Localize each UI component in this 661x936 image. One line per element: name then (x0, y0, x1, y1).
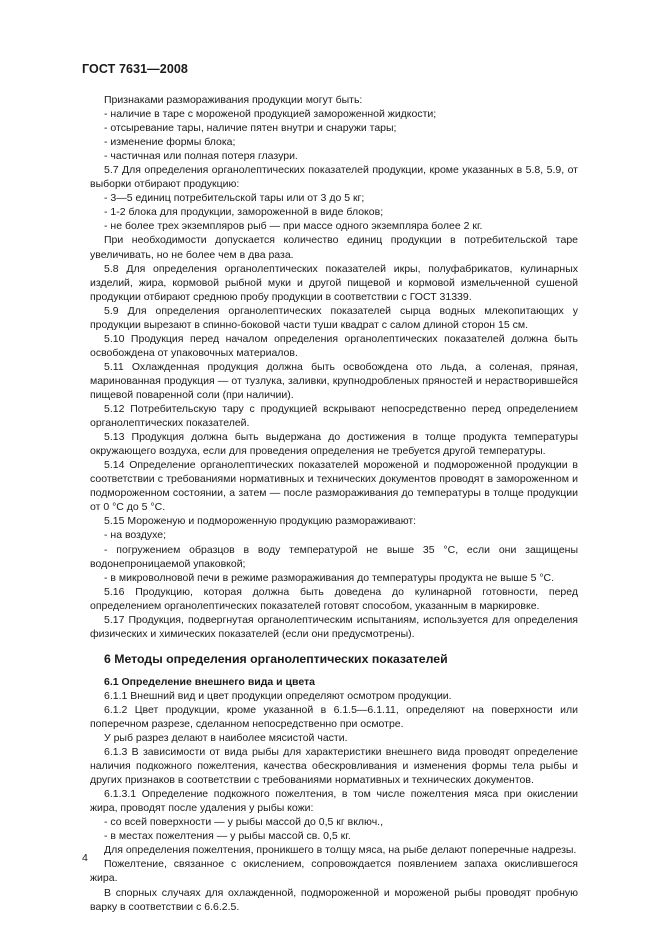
paragraph: - на воздухе; (104, 529, 167, 542)
section-heading: 6 Методы определения органолептических показателей (104, 651, 448, 666)
paragraph: - изменение формы блока; (104, 136, 236, 149)
paragraph: Пожелтение, связанное с окислением, сопровождается появлением запаха окислившегося жира. (90, 858, 578, 885)
paragraph: - со всей поверхности — у рыбы массой до 0,5 кг включ., (104, 816, 383, 829)
paragraph: Для определения пожелтения, проникшего в толщу мяса, на рыбе делают поперечные надрезы. (104, 844, 577, 857)
paragraph: У рыб разрез делают в наиболее мясистой части. (104, 732, 348, 745)
paragraph: 5.15 Мороженую и подмороженную продукцию размораживают: (104, 515, 417, 528)
paragraph: - в местах пожелтения — у рыбы массой св. 0,5 кг. (104, 830, 351, 843)
paragraph: 5.9 Для определения органолептических показателей сырца водных млекопитающих у продукции вырезают в спинно-боковой части туши квадрат с салом длиной сторон 15 см. (90, 304, 578, 331)
page-number: 4 (82, 852, 88, 864)
paragraph: Признаками размораживания продукции могут быть: (104, 94, 363, 106)
paragraph: - не более трех экземпляров рыб — при массе одного экземпляра более 2 кг. (104, 220, 483, 233)
subsection-heading: 6.1 Определение внешнего вида и цвета (104, 675, 315, 688)
paragraph: - 3—5 единиц потребительской тары или от 3 до 5 кг; (104, 192, 365, 205)
paragraph: - погружением образцов в воду температурой не выше 35 °С, если они защищены водонепроницаемой упаковкой; (90, 543, 578, 570)
paragraph: 5.13 Продукция должна быть выдержана до достижения в толще продукта температуры окружающего воздуха, если для проведения определения не требуется другой температуры. (90, 431, 578, 458)
paragraph: 6.1.3.1 Определение подкожного пожелтения, в том числе пожелтения мяса при окислении жира, проводят после удаления у рыбы кожи: (90, 788, 578, 815)
paragraph: 5.14 Определение органолептических показателей мороженой и подмороженной продукции в соответствии с требованиями нормативных и технических документов проводят в замороженном и подмороженном состоянии, а затем — после размораживания до температуры в толще продукции от 0 °С до 5 °С. (90, 459, 578, 514)
paragraph: - частичная или полная потеря глазури. (104, 150, 298, 163)
paragraph: 5.11 Охлажденная продукция должна быть освобождена ото льда, а соленая, пряная, маринованная продукция — от тузлука, заливки, крупнодробленых пряностей и нерастворившейся пищевой поваренной соли (при наличии). (90, 360, 578, 401)
paragraph: 5.16 Продукцию, которая должна быть доведена до кулинарной готовности, перед определением органолептических показателей готовят способом, указанным в маркировке. (90, 585, 578, 612)
paragraph: 5.8 Для определения органолептических показателей икры, полуфабрикатов, кулинарных изделий, жира, кормовой рыбной муки и другой пищевой и кормовой измельченной сушеной продукции отбирают среднюю пробу продукции в соответствии с ГОСТ 31339. (90, 262, 578, 303)
document-header: ГОСТ 7631—2008 (82, 62, 188, 76)
paragraph: 6.1.1 Внешний вид и цвет продукции определяют осмотром продукции. (104, 689, 452, 702)
paragraph: - 1-2 блока для продукции, замороженной в виде блоков; (104, 206, 384, 219)
paragraph: В спорных случаях для охлажденной, подмороженной и мороженой рыбы проводят пробную варку в соответствии с 6.6.2.5. (90, 886, 578, 913)
paragraph: 6.1.3 В зависимости от вида рыбы для характеристики внешнего вида проводят определение наличия подкожного пожелтения, качества обескровливания и изменения формы тела рыбы и других признаков в соответствии с требованиями нормативных и технических документов. (90, 746, 578, 787)
paragraph: - наличие в таре с мороженой продукцией замороженной жидкости; (104, 108, 437, 121)
document-body (90, 93, 578, 914)
paragraph: - в микроволновой печи в режиме размораживания до температуры продукта не выше 5 °С. (104, 571, 555, 584)
paragraph: - отсыревание тары, наличие пятен внутри и снаружи тары; (104, 122, 397, 135)
paragraph: При необходимости допускается количество единиц продукции в потребительской таре увеличивать, но не более чем в два раза. (90, 234, 578, 261)
paragraph: 5.10 Продукция перед началом определения органолептических показателей должна быть освобождена от упаковочных материалов. (90, 332, 578, 359)
paragraph: 5.7 Для определения органолептических показателей продукции, кроме указанных в 5.8, 5.9, от выборки отбирают продукцию: (90, 164, 578, 191)
paragraph: 5.17 Продукция, подвергнутая органолептическим испытаниям, используется для определения физических и химических показателей (если они предусмотрены). (90, 613, 578, 640)
paragraph: 6.1.2 Цвет продукции, кроме указанной в 6.1.5—6.1.11, определяют на поверхности или поперечном разрезе, сделанном непосредственно при осмотре. (90, 703, 578, 730)
paragraph: 5.12 Потребительскую тару с продукцией вскрывают непосредственно перед определением органолептических показателей. (90, 403, 578, 430)
